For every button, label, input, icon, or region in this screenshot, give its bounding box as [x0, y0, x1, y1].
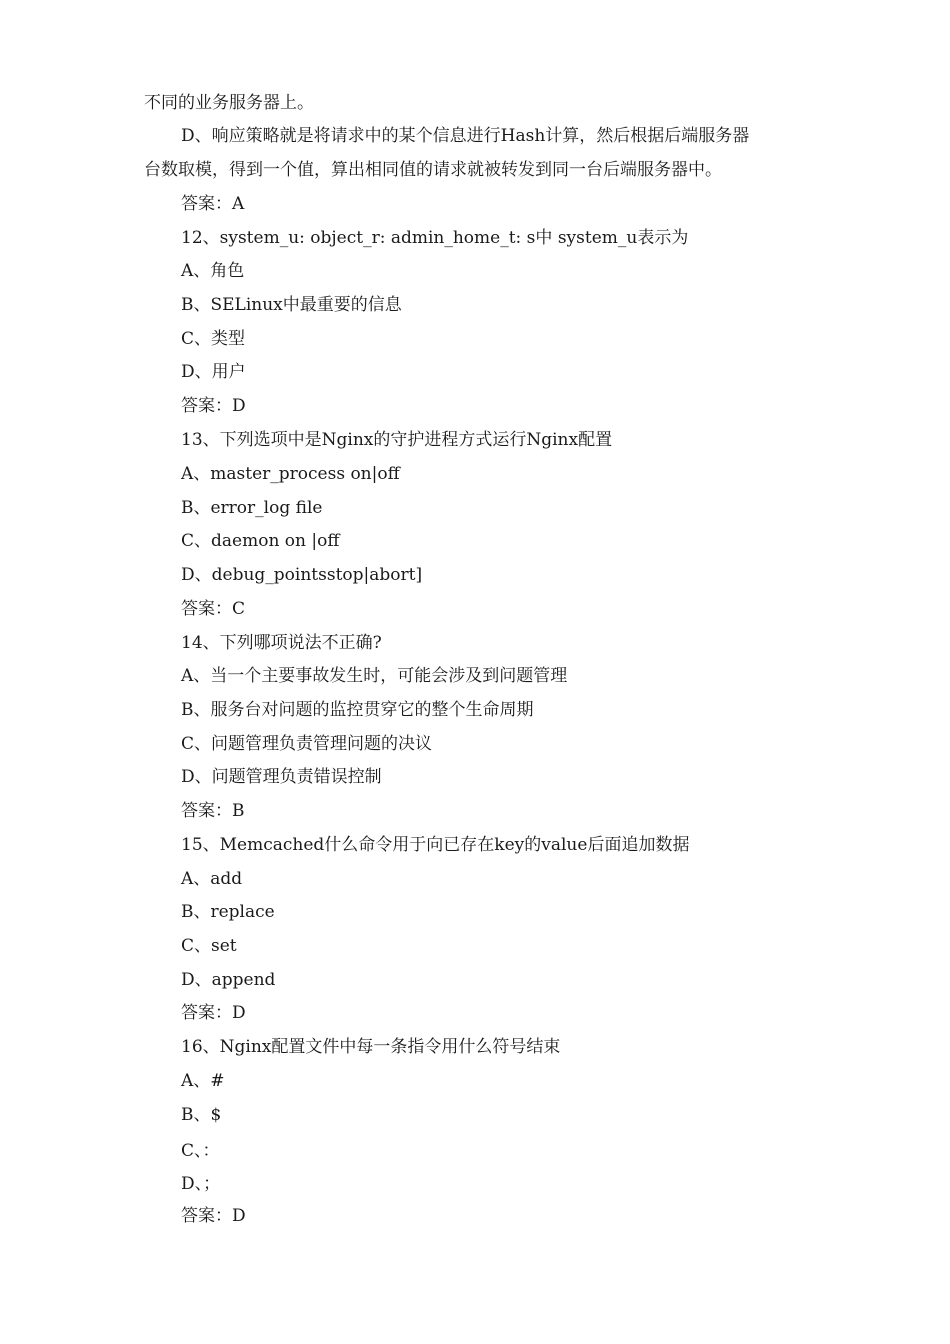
- question-15-option-a: A、add: [181, 869, 243, 889]
- question-15-option-b: B、replace: [181, 902, 275, 922]
- question-13-option-a: A、master_process on|off: [181, 464, 400, 484]
- question-13-option-b: B、error_log file: [181, 498, 323, 518]
- question-12-option-b: B、SELinux中最重要的信息: [181, 295, 402, 315]
- question-14-answer: 答案：B: [181, 801, 245, 821]
- question-16-option-b: B、$: [181, 1105, 222, 1125]
- continuation-text: 不同的业务服务器上。: [144, 93, 314, 113]
- question-12-option-a: A、角色: [181, 261, 245, 281]
- question-16-stem: 16、Nginx配置文件中每一条指令用什么符号结束: [181, 1037, 561, 1057]
- question-13-stem: 13、下列选项中是Nginx的守护进程方式运行Nginx配置: [181, 430, 613, 450]
- question-12-option-d: D、用户: [181, 362, 246, 382]
- question-16-option-d: D、；: [181, 1174, 221, 1194]
- prev-option-d-line1: D、响应策略就是将请求中的某个信息进行Hash计算，然后根据后端服务器: [181, 126, 750, 146]
- question-13-option-c: C、daemon on |off: [181, 531, 340, 551]
- question-14-stem: 14、下列哪项说法不正确?: [181, 633, 382, 653]
- question-13-option-d: D、debug_pointsstop|abort]: [181, 565, 423, 585]
- question-14-option-b: B、服务台对问题的监控贯穿它的整个生命周期: [181, 700, 534, 720]
- prev-answer: 答案：A: [181, 194, 245, 214]
- question-13-answer: 答案：C: [181, 599, 246, 619]
- question-14-option-c: C、问题管理负责管理问题的决议: [181, 734, 433, 754]
- question-12-option-c: C、类型: [181, 329, 246, 349]
- prev-option-d-line2: 台数取模，得到一个值，算出相同值的请求就被转发到同一台后端服务器中。: [144, 160, 722, 180]
- question-16-answer: 答案：D: [181, 1206, 246, 1226]
- question-15-option-c: C、set: [181, 936, 237, 956]
- question-15-option-d: D、append: [181, 970, 276, 990]
- question-16-option-c: C、：: [181, 1141, 220, 1161]
- question-14-option-a: A、当一个主要事故发生时，可能会涉及到问题管理: [181, 666, 568, 686]
- question-16-option-a: A、#: [181, 1071, 225, 1091]
- question-12-answer: 答案：D: [181, 396, 246, 416]
- question-12-stem: 12、system_u: object_r: admin_home_t: s中 system_u表示为: [181, 228, 689, 248]
- question-15-stem: 15、Memcached什么命令用于向已存在key的value后面追加数据: [181, 835, 690, 855]
- question-15-answer: 答案：D: [181, 1003, 246, 1023]
- question-14-option-d: D、问题管理负责错误控制: [181, 767, 382, 787]
